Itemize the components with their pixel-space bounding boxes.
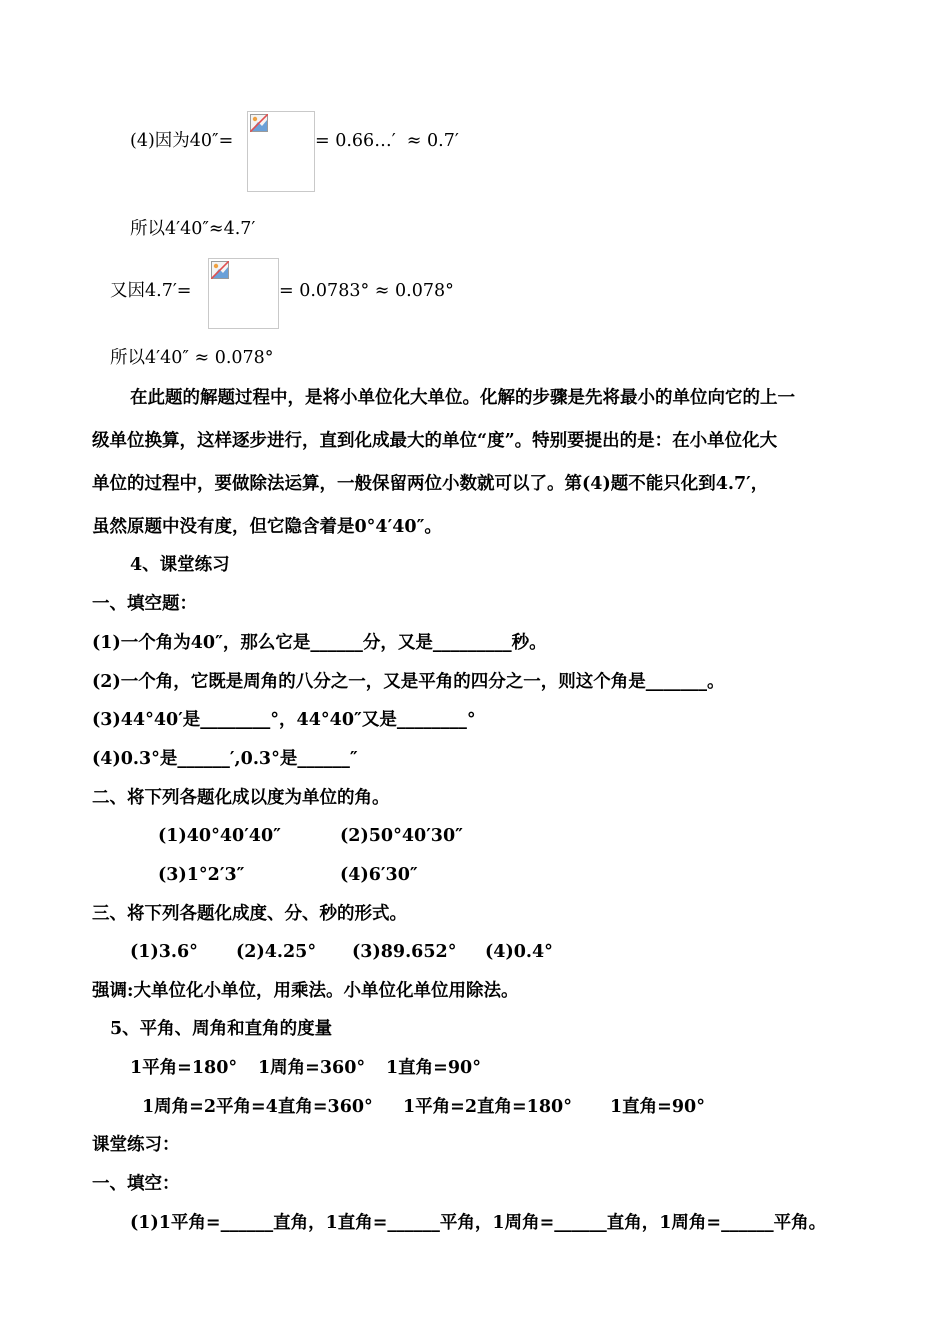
broken-image-icon bbox=[211, 261, 229, 279]
dms-item-4: (4)0.4° bbox=[485, 942, 553, 962]
convert-item-1: (1)40°40′40″ bbox=[158, 826, 281, 846]
relation-straight-angle: 1平角=2直角=180° bbox=[403, 1097, 572, 1117]
dms-item-3: (3)89.652° bbox=[352, 942, 457, 962]
solution-step-4-line: (4)因为40″= bbox=[130, 131, 234, 151]
solution-step-4-result: = 0.66…′ ≈ 0.7′ bbox=[315, 131, 459, 151]
convert-item-3: (3)1°2′3″ bbox=[158, 865, 245, 885]
dms-item-1: (1)3.6° bbox=[130, 942, 198, 962]
convert-to-dms-heading: 三、将下列各题化成度、分、秒的形式。 bbox=[92, 904, 407, 924]
explanation-line-4: 虽然原题中没有度，但它隐含着是0°4′40″。 bbox=[92, 517, 442, 537]
measure-right-angle: 1直角=90° bbox=[386, 1058, 481, 1078]
fill-in-question-3: (3)44°40′是________°，44°40″又是________° bbox=[92, 710, 476, 730]
explanation-line-3: 单位的过程中，要做除法运算，一般保留两位小数就可以了。第(4)题不能只化到4.7′， bbox=[92, 474, 769, 494]
section-5-heading: 5、平角、周角和直角的度量 bbox=[110, 1019, 333, 1039]
fill-in-heading-2: 一、填空： bbox=[92, 1174, 180, 1194]
explanation-line-2: 级单位换算，这样逐步进行，直到化成最大的单位“度”。特别要提出的是：在小单位化大 bbox=[92, 431, 778, 451]
fill-in-question-4: (4)0.3°是______′,0.3°是______″ bbox=[92, 749, 358, 769]
convert-to-degrees-heading: 二、将下列各题化成以度为单位的角。 bbox=[92, 788, 390, 808]
explanation-line-1: 在此题的解题过程中，是将小单位化大单位。化解的步骤是先将最小的单位向它的上一 bbox=[130, 388, 795, 408]
relation-right-angle: 1直角=90° bbox=[610, 1097, 705, 1117]
fill-in-question-2: (2)一个角，它既是周角的八分之一，又是平角的四分之一，则这个角是_______。 bbox=[92, 672, 725, 692]
convert-item-2: (2)50°40′30″ bbox=[340, 826, 463, 846]
fill-in-question-final: (1)1平角=______直角，1直角=______平角，1周角=______直角，1周角=______平角。 bbox=[130, 1213, 827, 1233]
formula-image-2 bbox=[208, 258, 279, 329]
solution-conclusion-1: 所以4′40″≈4.7′ bbox=[130, 219, 256, 239]
fill-in-question-1: (1)一个角为40″，那么它是______分，又是_________秒。 bbox=[92, 633, 547, 653]
broken-image-icon bbox=[250, 114, 268, 132]
fill-in-heading: 一、填空题： bbox=[92, 594, 197, 614]
solution-step-5-result: = 0.0783° ≈ 0.078° bbox=[279, 281, 454, 301]
solution-conclusion-2: 所以4′40″ ≈ 0.078° bbox=[110, 348, 274, 368]
measure-full-angle: 1周角=360° bbox=[258, 1058, 366, 1078]
solution-step-5-line: 又因4.7′= bbox=[110, 281, 192, 301]
section-4-heading: 4、课堂练习 bbox=[130, 555, 230, 575]
dms-item-2: (2)4.25° bbox=[236, 942, 317, 962]
relation-full-angle: 1周角=2平角=4直角=360° bbox=[142, 1097, 373, 1117]
emphasis-note: 强调:大单位化小单位，用乘法。小单位化单位用除法。 bbox=[92, 981, 519, 1001]
class-practice-heading: 课堂练习： bbox=[92, 1135, 180, 1155]
convert-item-4: (4)6′30″ bbox=[340, 865, 418, 885]
formula-image-1 bbox=[247, 111, 315, 192]
measure-straight-angle: 1平角=180° bbox=[130, 1058, 238, 1078]
